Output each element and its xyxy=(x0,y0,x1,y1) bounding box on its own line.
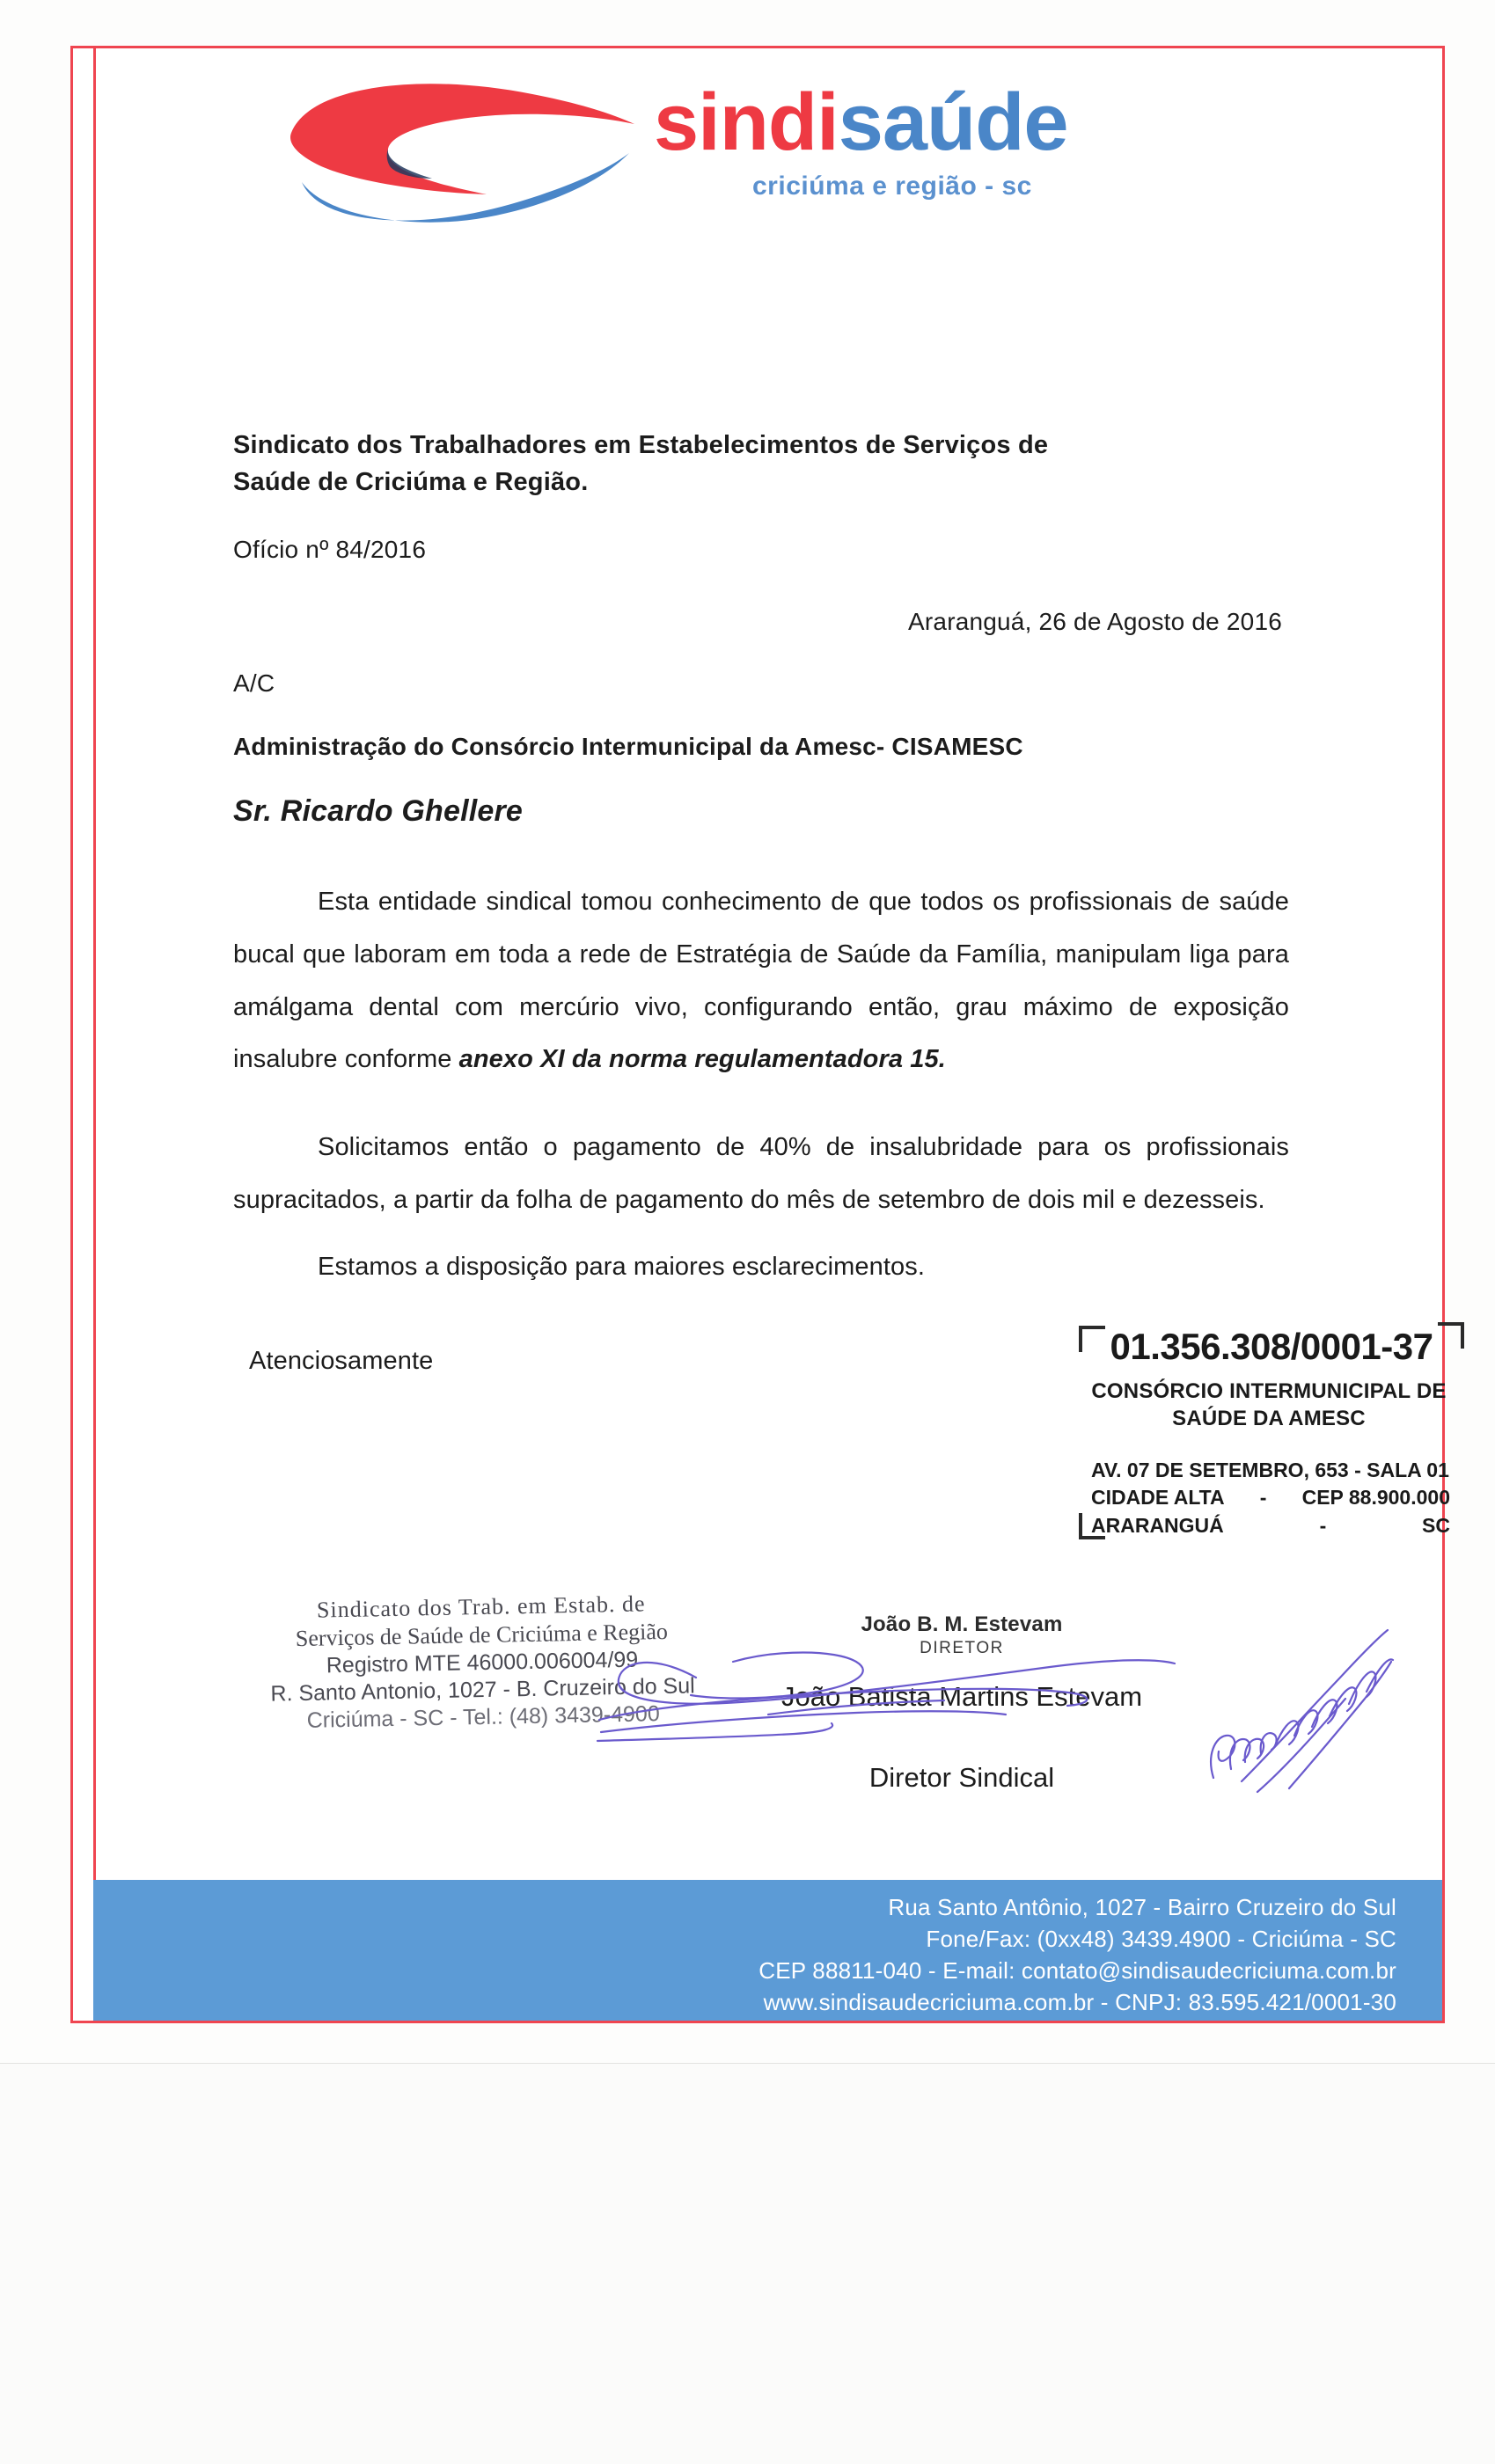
paragraph-one-text: Esta entidade sindical tomou conhecimento de que todos os profissionais de saúde bucal que laboram em toda a rede de Estratégia de Saúde da Família, manipulam liga para amálgama dental com mercúrio vivo, configurando então, grau máximo de exposição insalubre conforme xyxy=(233,888,1289,1074)
paragraph-two: Solicitamos então o pagamento de 40% de insalubridade para os profissionais supracitados, a partir da folha de pagamento do mês de setembro de dois mil e dezesseis. xyxy=(233,1133,1289,1214)
letterhead-footer xyxy=(93,1880,1442,2021)
stamp-address xyxy=(1079,1457,1459,1539)
stamp-name-line-2: SAÚDE DA AMESC xyxy=(1172,1406,1366,1430)
sindicato-rubber-stamp xyxy=(253,1589,713,1736)
logo-wordmark xyxy=(654,77,1068,167)
logo-tagline: criciúma e região - sc xyxy=(752,172,1032,201)
stamp-organization-name xyxy=(1079,1378,1459,1432)
footer-cep-email: CEP 88811-040 - E-mail: contato@sindisaudecriciuma.com.br xyxy=(758,1956,1396,1984)
stamp-address-line-3 xyxy=(1091,1512,1459,1539)
letter-body xyxy=(233,427,1289,1376)
closing-sentence: Estamos a disposição para maiores esclarecimentos. xyxy=(318,1252,926,1281)
wordmark-saude: saúde xyxy=(838,77,1068,167)
signature-block xyxy=(689,1612,1235,1794)
stamp-sep-2: - xyxy=(1319,1513,1327,1537)
cisamesc-rubber-stamp xyxy=(1079,1326,1459,1539)
signatory-role: Diretor Sindical xyxy=(868,1762,1055,1793)
scan-empty-margin xyxy=(0,2063,1495,2464)
stamp-city: ARARANGUÁ xyxy=(1091,1513,1224,1537)
stamp-corner-top-right xyxy=(1438,1322,1464,1349)
sindicato-stamp-line-4: R. Santo Antonio, 1027 - B. Cruzeiro do Sul xyxy=(270,1673,695,1707)
recipient-organization: Administração do Consórcio Intermunicipal da Amesc- CISAMESC xyxy=(233,733,1023,761)
wordmark-sindi: sindi xyxy=(654,77,839,167)
regards-line: Atenciosamente xyxy=(249,1346,434,1375)
sheet-left-rule xyxy=(93,46,96,2023)
org-title-line-2: Saúde de Criciúma e Região. xyxy=(233,468,589,497)
stamp-sep-1: - xyxy=(1259,1486,1267,1510)
oficio-number: Ofício nº 84/2016 xyxy=(233,536,427,564)
organization-title xyxy=(233,427,1289,501)
swoosh-logo-icon xyxy=(284,69,654,223)
sindicato-stamp-line-5: Criciúma - SC - Tel.: (48) 3439-4900 xyxy=(306,1701,660,1734)
stamp-neighborhood: CIDADE ALTA xyxy=(1091,1486,1225,1510)
sindicato-stamp-line-2: Serviços de Saúde de Criciúma e Região xyxy=(295,1619,669,1652)
stamp-cep: CEP 88.900.000 xyxy=(1301,1486,1450,1510)
stamp-corner-bottom-left xyxy=(1079,1513,1105,1539)
stamp-address-line-1: AV. 07 DE SETEMBRO, 653 - SALA 01 xyxy=(1091,1459,1449,1482)
footer-address: Rua Santo Antônio, 1027 - Bairro Cruzeiro do Sul xyxy=(888,1894,1396,1920)
recipient-person: Sr. Ricardo Ghellere xyxy=(233,794,524,829)
stamp-name-line-1: CONSÓRCIO INTERMUNICIPAL DE xyxy=(1091,1379,1447,1403)
stamp-cnpj-number: 01.356.308/0001-37 xyxy=(1110,1326,1433,1367)
footer-website-cnpj: www.sindisaudecriciuma.com.br - CNPJ: 83.595.421/0001-30 xyxy=(763,1988,1396,2015)
sindicato-stamp-line-1: Sindicato dos Trab. em Estab. de xyxy=(316,1590,646,1623)
paragraph-one-emphasis: anexo XI da norma regulamentadora 15. xyxy=(458,1045,946,1074)
stamp-state: SC xyxy=(1422,1513,1450,1537)
stamp-address-line-2 xyxy=(1091,1484,1459,1511)
org-title-line-1: Sindicato dos Trabalhadores em Estabelecimentos de Serviços de xyxy=(233,431,1049,459)
attention-label: A/C xyxy=(233,669,275,698)
signatory-name: João Batista Martins Estevam xyxy=(780,1681,1143,1712)
sindisaude-logo xyxy=(231,57,1270,224)
footer-phone: Fone/Fax: (0xx48) 3439.4900 - Criciúma - SC xyxy=(926,1925,1396,1952)
paragraph-one xyxy=(233,876,1289,1086)
stamp-corner-top-left xyxy=(1079,1326,1105,1352)
signature-stamp-name: João B. M. Estevam xyxy=(861,1612,1063,1636)
letterhead-sheet xyxy=(70,46,1450,2023)
sindicato-stamp-line-3: Registro MTE 46000.006004/99 xyxy=(326,1648,639,1678)
footer-contact-lines xyxy=(93,1880,1442,2019)
place-and-date: Araranguá, 26 de Agosto de 2016 xyxy=(908,608,1282,636)
signature-stamp-role: DIRETOR xyxy=(920,1639,1004,1657)
